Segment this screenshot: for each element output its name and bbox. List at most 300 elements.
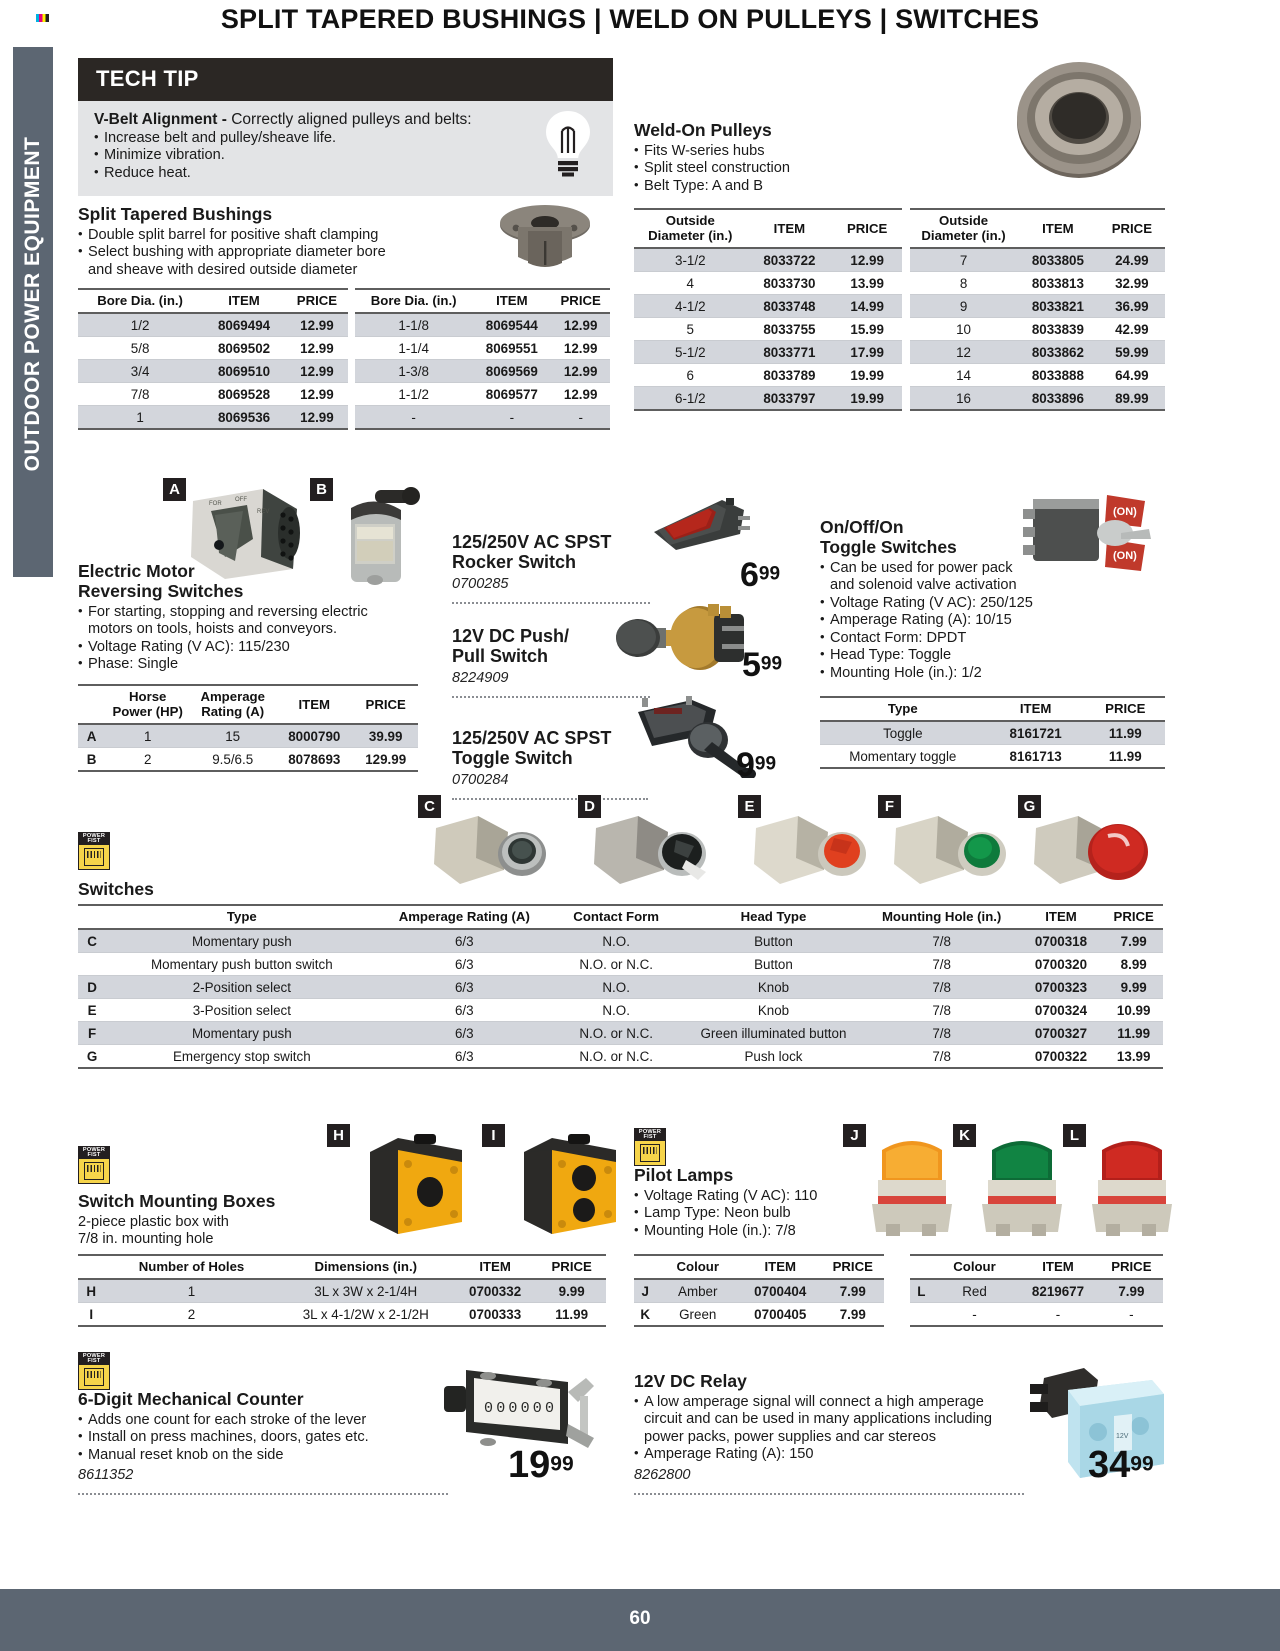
bullet: • A low amperage signal will connect a high amperage xyxy=(634,1394,1074,1412)
pilot-lamps-heading: Pilot Lamps xyxy=(634,1165,734,1185)
table-row xyxy=(78,1279,606,1303)
bullet: • Can be used for power pack xyxy=(820,560,1110,578)
col-mounting-hole: Mounting Hole (in.) xyxy=(866,905,1018,929)
cell-price: 89.99 xyxy=(1099,387,1165,411)
cell-ref: I xyxy=(78,1303,104,1327)
col-price: PRICE xyxy=(537,1255,606,1279)
switches-heading-wrap xyxy=(78,880,154,902)
col-line2: Power (HP) xyxy=(112,704,183,719)
price-dollars: 5 xyxy=(742,646,761,684)
svg-text:OFF: OFF xyxy=(235,497,247,503)
table-row xyxy=(910,1303,1163,1327)
col-dimensions: Dimensions (in.) xyxy=(279,1255,453,1279)
cell-price: 42.99 xyxy=(1099,318,1165,341)
cell-item: 8033722 xyxy=(747,248,833,272)
cell-od: 10 xyxy=(910,318,1017,341)
cell-item: 8161713 xyxy=(986,745,1086,769)
pilot-lamps-table-left-wrap xyxy=(634,1254,884,1327)
col-item: ITEM xyxy=(1018,905,1105,929)
cell-amp: 9.5/6.5 xyxy=(190,748,275,772)
switch-photo-f xyxy=(890,806,1010,888)
cell-head: Push lock xyxy=(681,1045,865,1069)
table-row xyxy=(78,313,348,337)
col-ref xyxy=(634,1255,657,1279)
tech-tip-bullet: • Minimize vibration. xyxy=(94,147,597,165)
cell-item: 0700318 xyxy=(1018,929,1105,953)
cell-od: 14 xyxy=(910,364,1017,387)
cell-amp: 6/3 xyxy=(377,976,551,999)
col-price: PRICE xyxy=(1086,697,1165,721)
badge-l: L xyxy=(1063,1124,1086,1147)
cell-amp: 15 xyxy=(190,724,275,748)
cell-price: - xyxy=(551,406,610,430)
cell-price: 64.99 xyxy=(1099,364,1165,387)
price-dollars: 34 xyxy=(1088,1444,1131,1486)
col-amperage: Amperage Rating (A) xyxy=(377,905,551,929)
cell-dims: 3L x 4-1/2W x 2-1/2H xyxy=(279,1303,453,1327)
cell-od: 4-1/2 xyxy=(634,295,747,318)
table-row xyxy=(78,383,348,406)
cell-type: Momentary push xyxy=(106,1022,377,1045)
col-item: ITEM xyxy=(986,697,1086,721)
counter-display: 000000 xyxy=(484,1400,558,1417)
badge-h: H xyxy=(327,1124,350,1147)
cell-ref xyxy=(910,1303,933,1327)
col-item: ITEM xyxy=(472,289,551,313)
cell-item: 8161721 xyxy=(986,721,1086,745)
cell-hp: 1 xyxy=(105,724,190,748)
power-fist-logo xyxy=(634,1128,666,1166)
col-outside-diameter xyxy=(910,209,1017,248)
cell-price: - xyxy=(1100,1303,1163,1327)
cell-item: 8033862 xyxy=(1017,341,1099,364)
cell-item: 8078693 xyxy=(275,748,353,772)
cell-bore: 1-1/4 xyxy=(355,337,472,360)
price-dollars: 6 xyxy=(740,556,759,594)
tech-tip-panel xyxy=(78,58,613,196)
cell-item: 0700327 xyxy=(1018,1022,1105,1045)
page-header xyxy=(0,0,1280,40)
cell-contact: N.O. xyxy=(551,976,681,999)
switch-photo-e xyxy=(750,806,870,888)
cell-hole: 7/8 xyxy=(866,953,1018,976)
table-row xyxy=(634,248,902,272)
split-tapered-bushings-section xyxy=(78,205,498,279)
relay-item-line xyxy=(634,1466,1074,1502)
cell-price: 11.99 xyxy=(1086,721,1165,745)
cell-item: 8033839 xyxy=(1017,318,1099,341)
pulleys-table-left-wrap xyxy=(634,208,902,411)
table-row xyxy=(820,745,1165,769)
title-line1: 12V DC Push/ xyxy=(452,626,570,646)
col-type: Type xyxy=(106,905,377,929)
table-row xyxy=(820,721,1165,745)
cell-bore: 5/8 xyxy=(78,337,202,360)
col-colour: Colour xyxy=(933,1255,1016,1279)
col-colour: Colour xyxy=(657,1255,740,1279)
bullet: • Voltage Rating (V AC): 115/230 xyxy=(78,639,418,657)
switch-photo-d xyxy=(590,806,710,888)
mounting-boxes-heading: Switch Mounting Boxes xyxy=(78,1191,276,1211)
col-ref xyxy=(78,1255,104,1279)
cell-price: 39.99 xyxy=(353,724,418,748)
col-item: ITEM xyxy=(747,209,833,248)
col-item: ITEM xyxy=(739,1255,822,1279)
cell-type: Momentary push xyxy=(106,929,377,953)
bushings-table-left-wrap xyxy=(78,288,348,430)
title-line2: Pull Switch xyxy=(452,646,549,667)
table-row xyxy=(78,953,1163,976)
bullet: • Double split barrel for positive shaft clamping xyxy=(78,227,498,245)
cell-ref: H xyxy=(78,1279,104,1303)
brand-name xyxy=(79,1147,109,1159)
weld-on-pulley-photo xyxy=(1010,54,1148,186)
rocker-switch-price xyxy=(740,558,780,592)
cell-colour: Red xyxy=(933,1279,1016,1303)
toggle-switch-title xyxy=(452,728,702,769)
cell-contact: N.O. or N.C. xyxy=(551,1022,681,1045)
cell-price: 11.99 xyxy=(1104,1022,1163,1045)
cell-type: 2-Position select xyxy=(106,976,377,999)
mounting-box-photo-h xyxy=(358,1130,476,1240)
badge-f: F xyxy=(878,795,901,818)
tech-tip-bullet: • Increase belt and pulley/sheave life. xyxy=(94,130,597,148)
cell-ref: A xyxy=(78,724,105,748)
cell-bore: 1-1/2 xyxy=(355,383,472,406)
cell-type: Momentary toggle xyxy=(820,745,986,769)
cell-item: 8069569 xyxy=(472,360,551,383)
table-row xyxy=(78,999,1163,1022)
cell-price: 36.99 xyxy=(1099,295,1165,318)
bullet: • Lamp Type: Neon bulb xyxy=(634,1205,924,1223)
bullet: • Adds one count for each stroke of the lever xyxy=(78,1412,498,1430)
cell-item: - xyxy=(472,406,551,430)
col-item: ITEM xyxy=(275,685,353,724)
split-tapered-bushings-bullets xyxy=(78,227,498,280)
badge-d: D xyxy=(578,795,601,818)
cell-od: 7 xyxy=(910,248,1017,272)
table-row xyxy=(355,383,610,406)
table-row xyxy=(78,1045,1163,1069)
rocker-switch-title xyxy=(452,532,702,573)
power-fist-logo xyxy=(78,1146,110,1184)
cell-head: Green illuminated button xyxy=(681,1022,865,1045)
brand-mark xyxy=(640,1144,660,1162)
cell-amp: 6/3 xyxy=(377,1045,551,1069)
cell-price: 12.99 xyxy=(551,313,610,337)
badge-b: B xyxy=(310,478,333,501)
cell-colour: Amber xyxy=(657,1279,740,1303)
cell-od: 8 xyxy=(910,272,1017,295)
cell-type: Emergency stop switch xyxy=(106,1045,377,1069)
cell-head: Button xyxy=(681,929,865,953)
power-fist-logo xyxy=(78,832,110,870)
bullet: • Split steel construction xyxy=(634,160,934,178)
table-row xyxy=(634,318,902,341)
bullet: • Install on press machines, doors, gates etc. xyxy=(78,1429,498,1447)
cell-ref: J xyxy=(634,1279,657,1303)
cell-item: 0700332 xyxy=(453,1279,537,1303)
page-footer xyxy=(0,1589,1280,1651)
col-line1: Amperage xyxy=(200,689,265,704)
col-line1: Outside xyxy=(665,213,715,228)
cell-item: 8033821 xyxy=(1017,295,1099,318)
cell-item: 8033771 xyxy=(747,341,833,364)
cell-item: 8033755 xyxy=(747,318,833,341)
item-number: 0700285 xyxy=(452,575,509,592)
heading-line1: Electric Motor xyxy=(78,561,195,581)
table-row xyxy=(634,1279,884,1303)
tech-tip-lead-bold: V-Belt Alignment - xyxy=(94,111,232,128)
cell-od: 16 xyxy=(910,387,1017,411)
brand-name xyxy=(635,1129,665,1141)
toggle-switch-item-line xyxy=(452,771,702,807)
lightbulb-icon xyxy=(537,107,599,177)
svg-text:REV: REV xyxy=(257,509,270,515)
bullet-cont: and sheave with desired outside diameter xyxy=(88,261,358,278)
tech-tip-lead-rest: Correctly aligned pulleys and belts: xyxy=(231,111,472,128)
cell-price: 129.99 xyxy=(353,748,418,772)
switch-photo-g xyxy=(1030,806,1150,888)
cell-od: 9 xyxy=(910,295,1017,318)
col-line2: Diameter (in.) xyxy=(921,228,1006,243)
col-line2: Diameter (in.) xyxy=(648,228,733,243)
cell-contact: N.O. xyxy=(551,999,681,1022)
col-horsepower xyxy=(105,685,190,724)
bullet-cont: circuit and can be used in many applications including xyxy=(644,1411,993,1428)
cell-hole: 7/8 xyxy=(866,1022,1018,1045)
col-price: PRICE xyxy=(551,289,610,313)
relay-bullets xyxy=(634,1394,1074,1464)
on-off-on-toggle-bullets xyxy=(820,560,1110,683)
cell-amp: 6/3 xyxy=(377,953,551,976)
tech-tip-bullet: • Reduce heat. xyxy=(94,165,597,183)
bushings-table-right-wrap xyxy=(355,288,610,430)
bullet-cont: power packs, power supplies and car stereos xyxy=(644,1428,937,1445)
title-line2: Rocker Switch xyxy=(452,552,577,573)
table-row xyxy=(910,318,1165,341)
table-row xyxy=(910,295,1165,318)
badge-a: A xyxy=(163,478,186,501)
bullet: • Phase: Single xyxy=(78,656,418,674)
cell-price: 8.99 xyxy=(1104,953,1163,976)
on-off-on-toggle-section xyxy=(820,518,1110,682)
cell-ref: D xyxy=(78,976,106,999)
col-type: Type xyxy=(820,697,986,721)
col-item: ITEM xyxy=(1017,209,1099,248)
cell-price: 10.99 xyxy=(1104,999,1163,1022)
cell-price: 12.99 xyxy=(286,406,348,430)
table-row xyxy=(78,929,1163,953)
bullet: • Voltage Rating (V AC): 250/125 xyxy=(820,595,1110,613)
on-off-on-toggle-heading xyxy=(820,518,1110,558)
svg-text:(ON): (ON) xyxy=(1113,550,1137,562)
cell-od: 3-1/2 xyxy=(634,248,747,272)
reversing-switches-heading xyxy=(78,562,418,602)
pilot-lamps-section xyxy=(634,1166,924,1240)
col-item: ITEM xyxy=(202,289,286,313)
switch-photo-c xyxy=(430,806,550,888)
mounting-box-photo-i xyxy=(512,1130,630,1240)
badge-j: J xyxy=(843,1124,866,1147)
table-row xyxy=(634,1303,884,1327)
page-title: SPLIT TAPERED BUSHINGS | WELD ON PULLEYS | SWITCHES xyxy=(220,4,1040,34)
cell-contact: N.O. xyxy=(551,929,681,953)
cell-contact: N.O. or N.C. xyxy=(551,1045,681,1069)
cell-item: 0700405 xyxy=(739,1303,822,1327)
reversing-switches-section xyxy=(78,562,418,674)
bullet: • Amperage Rating (A): 150 xyxy=(634,1446,1074,1464)
weld-on-pulleys-bullets xyxy=(634,143,934,196)
cell-price: 12.99 xyxy=(286,313,348,337)
cell-item: 8033888 xyxy=(1017,364,1099,387)
cell-type: Momentary push button switch xyxy=(106,953,377,976)
cell-price: 17.99 xyxy=(832,341,902,364)
cell-price: 11.99 xyxy=(537,1303,606,1327)
cell-hp: 2 xyxy=(105,748,190,772)
pilot-lamps-table-left xyxy=(634,1254,884,1327)
cell-od: 12 xyxy=(910,341,1017,364)
table-row xyxy=(78,748,418,772)
cell-item: 8069544 xyxy=(472,313,551,337)
table-row xyxy=(634,341,902,364)
cell-head: Button xyxy=(681,953,865,976)
tech-tip-lead xyxy=(94,110,597,130)
badge-k: K xyxy=(953,1124,976,1147)
col-ref xyxy=(78,685,105,724)
col-price: PRICE xyxy=(832,209,902,248)
cell-price: 24.99 xyxy=(1099,248,1165,272)
cell-price: 9.99 xyxy=(1104,976,1163,999)
reversing-switches-table xyxy=(78,684,418,772)
brand-line1: POWER xyxy=(82,1146,106,1153)
pilot-lamp-photo-green xyxy=(972,1128,1072,1240)
table-row xyxy=(78,1303,606,1327)
cell-bore: 1 xyxy=(78,406,202,430)
cell-bore: 1-1/8 xyxy=(355,313,472,337)
counter-item-line xyxy=(78,1466,498,1502)
bullet-cont: motors on tools, hoists and conveyors. xyxy=(88,621,338,638)
brand-line1: POWER xyxy=(82,1352,106,1359)
cell-price: 32.99 xyxy=(1099,272,1165,295)
cell-price: 19.99 xyxy=(832,364,902,387)
cell-price: 59.99 xyxy=(1099,341,1165,364)
cell-item: 8033805 xyxy=(1017,248,1099,272)
power-fist-logo xyxy=(78,1352,110,1390)
bullet: • Amperage Rating (A): 10/15 xyxy=(820,612,1110,630)
color-registration-bar xyxy=(36,14,49,22)
cell-type: 3-Position select xyxy=(106,999,377,1022)
cell-od: 6-1/2 xyxy=(634,387,747,411)
col-line1: Outside xyxy=(939,213,989,228)
cell-item: 0700404 xyxy=(739,1279,822,1303)
col-outside-diameter xyxy=(634,209,747,248)
cell-price: 12.99 xyxy=(551,337,610,360)
cell-bore: 7/8 xyxy=(78,383,202,406)
svg-text:12V: 12V xyxy=(1116,1433,1129,1440)
table-row xyxy=(78,406,348,430)
heading-line2: Reversing Switches xyxy=(78,580,244,601)
badge-i: I xyxy=(482,1124,505,1147)
cell-ref xyxy=(78,953,106,976)
col-line2: Rating (A) xyxy=(201,704,265,719)
split-tapered-bushings-heading: Split Tapered Bushings xyxy=(78,204,273,224)
cell-item: 8069502 xyxy=(202,337,286,360)
cell-price: 13.99 xyxy=(1104,1045,1163,1069)
cell-head: Knob xyxy=(681,976,865,999)
cell-item: 8000790 xyxy=(275,724,353,748)
heading-line2: Toggle Switches xyxy=(820,536,957,557)
brand-name xyxy=(79,833,109,845)
cell-item: 8219677 xyxy=(1016,1279,1099,1303)
col-price: PRICE xyxy=(286,289,348,313)
pilot-lamps-table-right xyxy=(910,1254,1163,1327)
col-price: PRICE xyxy=(1099,209,1165,248)
cell-holes: 1 xyxy=(104,1279,278,1303)
mounting-boxes-sub2: 7/8 in. mounting hole xyxy=(78,1231,214,1248)
cell-head: Knob xyxy=(681,999,865,1022)
cell-colour: - xyxy=(933,1303,1016,1327)
counter-price xyxy=(508,1446,574,1484)
badge-c: C xyxy=(418,795,441,818)
brand-line1: POWER xyxy=(638,1128,662,1135)
pulleys-table-right xyxy=(910,208,1165,411)
cell-bore: 1/2 xyxy=(78,313,202,337)
cell-contact: N.O. or N.C. xyxy=(551,953,681,976)
tech-tip-bullets xyxy=(94,130,597,183)
brand-line2: FIST xyxy=(87,1358,101,1365)
title-line2: Toggle Switch xyxy=(452,748,573,769)
cell-bore: 1-3/8 xyxy=(355,360,472,383)
cell-item: 8069577 xyxy=(472,383,551,406)
bullet-cont: and solenoid valve activation xyxy=(830,577,1017,594)
cell-item: 8069510 xyxy=(202,360,286,383)
brand-mark xyxy=(84,1368,104,1386)
cell-type: Toggle xyxy=(820,721,986,745)
switches-heading: Switches xyxy=(78,879,154,899)
switches-table xyxy=(78,904,1163,1069)
table-row xyxy=(634,387,902,411)
title-line1: 125/250V AC SPST xyxy=(452,728,612,748)
table-row xyxy=(634,364,902,387)
cell-ref: K xyxy=(634,1303,657,1327)
bullet: • Head Type: Toggle xyxy=(820,647,1110,665)
pilot-lamps-bullets xyxy=(634,1188,924,1241)
switches-table-wrap xyxy=(78,904,1163,1069)
cell-hole: 7/8 xyxy=(866,1045,1018,1069)
cell-price: 9.99 xyxy=(537,1279,606,1303)
bushings-table-right xyxy=(355,288,610,430)
cell-item: 0700322 xyxy=(1018,1045,1105,1069)
cell-price: 12.99 xyxy=(832,248,902,272)
table-row xyxy=(910,272,1165,295)
table-row xyxy=(634,295,902,318)
cell-ref: L xyxy=(910,1279,933,1303)
table-row xyxy=(78,1022,1163,1045)
cell-item: 8033748 xyxy=(747,295,833,318)
toggle-switch-price xyxy=(736,748,776,782)
cell-ref: E xyxy=(78,999,106,1022)
heading-line1: On/Off/On xyxy=(820,517,904,537)
cell-price: 12.99 xyxy=(551,360,610,383)
col-ref xyxy=(910,1255,933,1279)
table-row xyxy=(355,313,610,337)
price-cents: 99 xyxy=(760,653,783,675)
cell-hole: 7/8 xyxy=(866,999,1018,1022)
tech-tip-heading: TECH TIP xyxy=(78,58,613,101)
col-bore-dia: Bore Dia. (in.) xyxy=(355,289,472,313)
table-row xyxy=(910,364,1165,387)
